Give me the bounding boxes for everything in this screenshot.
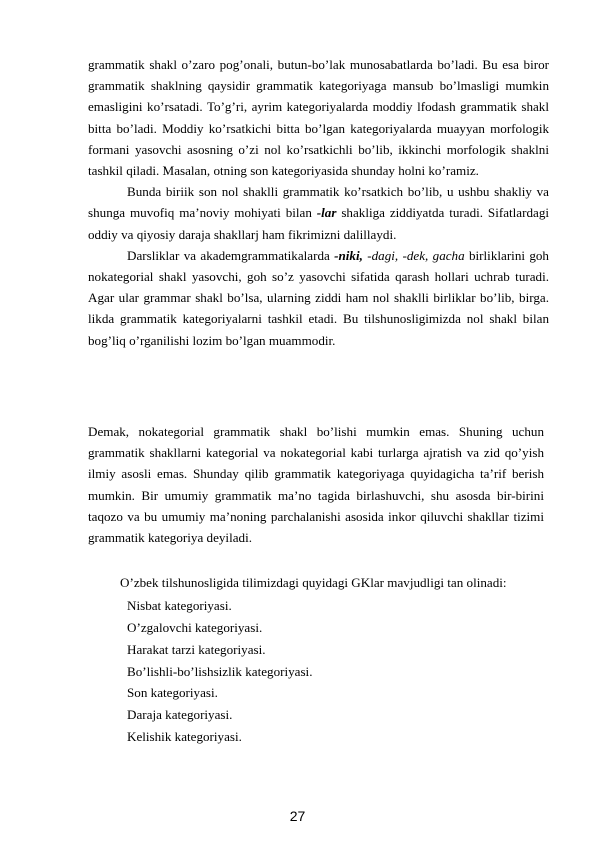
list-item: Bo’lishli-bo’lishsizlik kategoriyasi. — [127, 663, 313, 679]
paragraph-3 — [88, 245, 549, 351]
list-item: Son kategoriyasi. — [127, 685, 218, 701]
paragraph-1: grammatik shakl o’zaro pog’onali, butun-bo’lak munosabatlarda bo’ladi. Bu esa biror grammatik shaklning qaysidir grammatik kategoriyaga mansub bo’lmasligi mumkin emasligini ko’rsatadi. To’g’ri, ayrim kategoriyalarda moddiy lfodash grammatik shakl bitta bo’ladi. Moddiy ko’rsatkichi bitta bo’lgan kategoriyalarda muayyan morfologik formani yasovchi asosning o’zi nol ko’rsatkichli bo’lib, ikkinchi morfologik shaklni tashkil qiladi. Masalan, otning son kategoriyasida shunday holni ko’ramiz. — [88, 57, 549, 179]
text-body-bottom — [88, 572, 549, 748]
list-item: O’zgalovchi kategoriyasi. — [127, 620, 263, 635]
text-body-middle — [88, 421, 544, 548]
text-body-top — [88, 54, 549, 351]
suffix-niki: -niki, — [334, 247, 363, 263]
paragraph-3-text: Darsliklar va akademgrammatikalarda — [127, 247, 330, 263]
paragraph-2 — [88, 181, 549, 245]
list-item: Nisbat kategoriyasi. — [127, 598, 232, 614]
list-item: Daraja kategoriyasi. — [127, 707, 233, 723]
page-number: 27 — [289, 808, 306, 824]
list-item: Kelishik kategoriyasi. — [127, 728, 242, 744]
category-list — [88, 595, 549, 748]
paragraph-2-text: Bunda biriik son nol shaklli grammatik ko’rsatkich bo’lib, u ushbu shakliy va shunga muvofiq ma’noviy mohiyati bilan — [88, 184, 549, 221]
list-item: Harakat tarzi kategoriyasi. — [127, 641, 266, 657]
paragraph-3-rest: birliklarini goh nokategorial shakl yasovchi, goh so’z yasovchi sifatida qarash hollari uchrab turadi. Agar ular grammar shakl bo’lsa, ularning ziddi ham nol shaklli birliklar bo’lib, birga. likda grammatik kategoriyalarni tashkil etadi. Bu tilshunosligimizda nol shakl bilan bog’liq o’rganilishi lozim bo’lgan muammodir. — [88, 247, 549, 348]
suffix-list: -dagi, -dek, gacha — [367, 247, 465, 263]
suffix-lar: -lar — [316, 205, 337, 221]
paragraph-4: Demak, nokategorial grammatik shakl bo’lishi mumkin emas. Shuning uchun grammatik shakllarni kategorial va nokategorial kabi turlarga ajratish va zid qo’yish ilmiy asosli emas. Shunday qilib grammatik kategoriyaga quyidagicha ta’rif berish mumkin. Bir umumiy grammatik ma’no tagida birlashuvchi, shu asosda bir-birini taqozo va bu umumiy ma’noning parchalanishi asosida inkor qiluvchi shakllar tizimi grammatik kategoriya deyiladi. — [88, 424, 544, 546]
paragraph-2-rest: shakliga ziddiyatda turadi. Sifatlardagi oddiy va qiyosiy daraja shakllarj ham fikrimizni dalillaydi. — [88, 205, 550, 242]
paragraph-5: O’zbek tilshunosligida tilimizdagi quyidagi GKlar mavjudligi tan olinadi: — [120, 575, 507, 590]
